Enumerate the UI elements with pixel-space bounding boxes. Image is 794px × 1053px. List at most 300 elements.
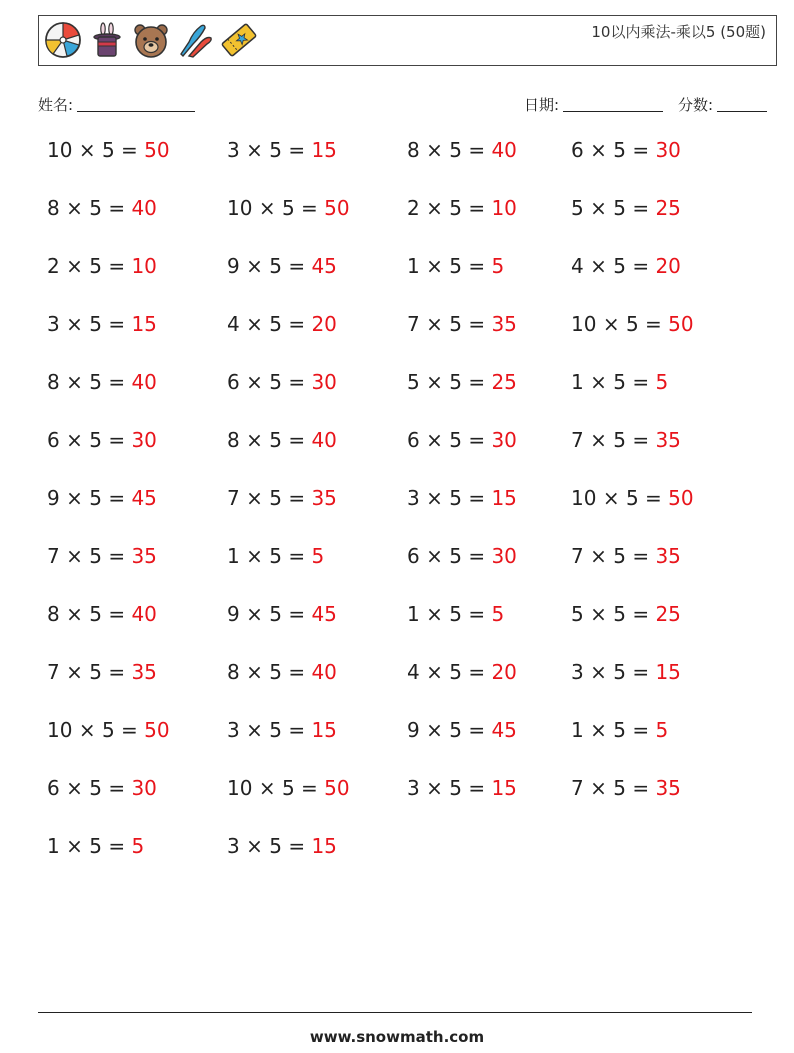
equals-sign: = xyxy=(108,834,126,858)
times-sign: × xyxy=(590,254,607,278)
problem-item xyxy=(47,486,157,510)
problem-answer: 35 xyxy=(491,312,517,336)
problem-b: 5 xyxy=(269,544,282,568)
equals-sign: = xyxy=(632,138,650,162)
problem-answer: 5 xyxy=(311,544,325,568)
problem-b: 5 xyxy=(269,602,282,626)
problem-item xyxy=(47,370,157,394)
problem-a: 6 xyxy=(47,428,60,452)
times-sign: × xyxy=(66,196,83,220)
problem-a: 7 xyxy=(571,776,584,800)
problem-item xyxy=(227,660,337,684)
equals-sign: = xyxy=(468,718,486,742)
problem-answer: 40 xyxy=(131,196,157,220)
problem-b: 5 xyxy=(613,254,626,278)
magic-hat-icon xyxy=(87,20,127,60)
times-sign: × xyxy=(602,312,620,336)
times-sign: × xyxy=(246,834,263,858)
equals-sign: = xyxy=(468,544,486,568)
equals-sign: = xyxy=(468,196,486,220)
times-sign: × xyxy=(78,718,96,742)
equals-sign: = xyxy=(288,254,306,278)
problem-item xyxy=(227,544,324,568)
equals-sign: = xyxy=(288,834,306,858)
problem-item xyxy=(407,196,517,220)
equals-sign: = xyxy=(468,660,486,684)
problem-b: 5 xyxy=(269,718,282,742)
problem-item xyxy=(407,776,517,800)
times-sign: × xyxy=(66,660,83,684)
equals-sign: = xyxy=(468,312,486,336)
equals-sign: = xyxy=(288,602,306,626)
problem-b: 5 xyxy=(101,138,115,162)
problem-item xyxy=(227,312,337,336)
equals-sign: = xyxy=(121,718,138,742)
problem-answer: 35 xyxy=(131,660,157,684)
problem-item xyxy=(47,544,157,568)
times-sign: × xyxy=(246,138,263,162)
equals-sign: = xyxy=(108,196,126,220)
problem-b: 5 xyxy=(269,486,282,510)
equals-sign: = xyxy=(301,196,318,220)
equals-sign: = xyxy=(288,718,306,742)
problem-item xyxy=(227,602,337,626)
times-sign: × xyxy=(590,544,607,568)
problem-a: 8 xyxy=(227,660,240,684)
problem-b: 5 xyxy=(89,544,102,568)
problem-item xyxy=(227,196,350,220)
equals-sign: = xyxy=(632,660,650,684)
problem-a: 3 xyxy=(227,718,240,742)
times-sign: × xyxy=(590,602,607,626)
problem-item xyxy=(47,776,157,800)
problem-b: 5 xyxy=(449,660,462,684)
problem-item xyxy=(227,138,337,162)
equals-sign: = xyxy=(108,602,126,626)
problem-b: 5 xyxy=(613,428,626,452)
problem-item xyxy=(47,196,157,220)
equals-sign: = xyxy=(288,544,306,568)
problem-answer: 5 xyxy=(491,254,505,278)
problem-item xyxy=(227,776,350,800)
problem-b: 5 xyxy=(89,254,102,278)
equals-sign: = xyxy=(288,370,306,394)
times-sign: × xyxy=(590,138,607,162)
problem-a: 6 xyxy=(407,428,420,452)
times-sign: × xyxy=(246,660,263,684)
equals-sign: = xyxy=(108,660,126,684)
problem-item xyxy=(571,138,681,162)
problem-b: 5 xyxy=(613,196,626,220)
problem-answer: 40 xyxy=(131,602,157,626)
times-sign: × xyxy=(426,776,443,800)
equals-sign: = xyxy=(632,544,650,568)
problem-a: 6 xyxy=(47,776,60,800)
problem-a: 7 xyxy=(47,660,60,684)
problem-item xyxy=(571,254,681,278)
problem-item xyxy=(47,834,144,858)
problem-b: 5 xyxy=(449,602,462,626)
equals-sign: = xyxy=(288,138,306,162)
problem-answer: 25 xyxy=(491,370,517,394)
times-sign: × xyxy=(66,428,83,452)
date-label: 日期: xyxy=(524,96,560,114)
problem-a: 1 xyxy=(407,602,420,626)
equals-sign: = xyxy=(108,486,126,510)
problem-a: 8 xyxy=(47,602,60,626)
problem-b: 5 xyxy=(613,138,626,162)
problem-item xyxy=(571,196,681,220)
problem-b: 5 xyxy=(449,254,462,278)
date-field[interactable] xyxy=(524,94,663,115)
problem-item xyxy=(47,254,157,278)
problem-answer: 5 xyxy=(131,834,145,858)
problem-item xyxy=(407,602,504,626)
footer-url: www.snowmath.com xyxy=(309,1028,485,1046)
problem-b: 5 xyxy=(281,776,295,800)
problem-item xyxy=(407,312,517,336)
equals-sign: = xyxy=(632,602,650,626)
problem-b: 5 xyxy=(625,486,639,510)
problem-answer: 10 xyxy=(131,254,157,278)
times-sign: × xyxy=(590,776,607,800)
problem-item xyxy=(571,718,668,742)
juggling-pin-icon xyxy=(175,20,215,60)
equals-sign: = xyxy=(288,486,306,510)
times-sign: × xyxy=(66,602,83,626)
problem-answer: 45 xyxy=(491,718,517,742)
equals-sign: = xyxy=(468,370,486,394)
problem-b: 5 xyxy=(269,660,282,684)
times-sign: × xyxy=(66,254,83,278)
problem-answer: 15 xyxy=(491,776,517,800)
problem-answer: 15 xyxy=(655,660,681,684)
date-blank[interactable] xyxy=(563,95,663,112)
problem-answer: 50 xyxy=(324,196,350,220)
times-sign: × xyxy=(426,196,443,220)
times-sign: × xyxy=(426,370,443,394)
problem-item xyxy=(407,544,517,568)
problem-answer: 35 xyxy=(311,486,337,510)
problem-item xyxy=(227,486,337,510)
problem-a: 9 xyxy=(227,602,240,626)
problem-a: 5 xyxy=(571,602,584,626)
problem-a: 8 xyxy=(47,196,60,220)
problem-a: 10 xyxy=(227,776,253,800)
problem-item xyxy=(47,660,157,684)
times-sign: × xyxy=(590,370,607,394)
problem-b: 5 xyxy=(449,312,462,336)
problem-item xyxy=(47,718,170,742)
worksheet-header xyxy=(38,15,777,66)
problem-answer: 40 xyxy=(131,370,157,394)
times-sign: × xyxy=(590,660,607,684)
problem-answer: 40 xyxy=(311,660,337,684)
times-sign: × xyxy=(602,486,620,510)
problem-a: 4 xyxy=(407,660,420,684)
problem-answer: 45 xyxy=(311,602,337,626)
problem-a: 7 xyxy=(571,544,584,568)
name-label: 姓名: xyxy=(38,96,74,114)
problem-a: 1 xyxy=(227,544,240,568)
problem-b: 5 xyxy=(613,718,626,742)
problem-a: 10 xyxy=(47,138,73,162)
problem-item xyxy=(227,834,337,858)
equals-sign: = xyxy=(632,370,650,394)
problem-a: 1 xyxy=(47,834,60,858)
equals-sign: = xyxy=(632,718,650,742)
score-label: 分数: xyxy=(678,96,714,114)
times-sign: × xyxy=(426,428,443,452)
problem-b: 5 xyxy=(613,370,626,394)
beach-ball-icon xyxy=(43,20,83,60)
times-sign: × xyxy=(246,254,263,278)
problem-a: 6 xyxy=(227,370,240,394)
equals-sign: = xyxy=(632,196,650,220)
problem-a: 3 xyxy=(227,138,240,162)
score-blank[interactable] xyxy=(717,95,767,112)
equals-sign: = xyxy=(121,138,138,162)
problem-answer: 15 xyxy=(131,312,157,336)
problem-a: 1 xyxy=(571,718,584,742)
equals-sign: = xyxy=(468,776,486,800)
equals-sign: = xyxy=(468,486,486,510)
problem-a: 3 xyxy=(407,486,420,510)
equals-sign: = xyxy=(632,428,650,452)
problem-b: 5 xyxy=(449,718,462,742)
problem-answer: 35 xyxy=(131,544,157,568)
problem-a: 1 xyxy=(407,254,420,278)
problem-b: 5 xyxy=(613,660,626,684)
times-sign: × xyxy=(590,196,607,220)
problem-b: 5 xyxy=(449,544,462,568)
problem-b: 5 xyxy=(449,196,462,220)
equals-sign: = xyxy=(288,660,306,684)
problem-a: 5 xyxy=(407,370,420,394)
problem-answer: 5 xyxy=(655,718,669,742)
problem-answer: 15 xyxy=(311,834,337,858)
times-sign: × xyxy=(246,718,263,742)
problem-item xyxy=(571,544,681,568)
times-sign: × xyxy=(66,834,83,858)
problem-a: 10 xyxy=(227,196,253,220)
times-sign: × xyxy=(246,602,263,626)
problem-answer: 20 xyxy=(655,254,681,278)
problem-answer: 30 xyxy=(655,138,681,162)
equals-sign: = xyxy=(108,428,126,452)
problem-a: 6 xyxy=(407,544,420,568)
equals-sign: = xyxy=(468,138,486,162)
problem-item xyxy=(571,370,668,394)
equals-sign: = xyxy=(468,602,486,626)
times-sign: × xyxy=(426,660,443,684)
problem-b: 5 xyxy=(89,370,102,394)
problem-a: 7 xyxy=(407,312,420,336)
problem-a: 2 xyxy=(407,196,420,220)
problem-item xyxy=(571,486,694,510)
problem-answer: 35 xyxy=(655,544,681,568)
problem-b: 5 xyxy=(89,660,102,684)
times-sign: × xyxy=(66,486,83,510)
problem-answer: 15 xyxy=(311,718,337,742)
problem-a: 10 xyxy=(47,718,73,742)
problem-a: 7 xyxy=(571,428,584,452)
problem-a: 9 xyxy=(47,486,60,510)
problem-item xyxy=(407,254,504,278)
times-sign: × xyxy=(258,776,276,800)
equals-sign: = xyxy=(108,370,126,394)
problem-item xyxy=(47,312,157,336)
problem-b: 5 xyxy=(269,428,282,452)
problem-item xyxy=(227,370,337,394)
problem-a: 9 xyxy=(407,718,420,742)
equals-sign: = xyxy=(645,312,662,336)
problem-b: 5 xyxy=(89,196,102,220)
problem-a: 7 xyxy=(227,486,240,510)
problem-b: 5 xyxy=(269,254,282,278)
problem-answer: 25 xyxy=(655,602,681,626)
icon-strip xyxy=(43,20,259,60)
times-sign: × xyxy=(426,602,443,626)
problem-b: 5 xyxy=(449,486,462,510)
problem-item xyxy=(407,428,517,452)
problem-answer: 30 xyxy=(131,776,157,800)
problem-a: 2 xyxy=(47,254,60,278)
problem-b: 5 xyxy=(89,428,102,452)
problem-item xyxy=(407,370,517,394)
times-sign: × xyxy=(246,486,263,510)
problem-a: 3 xyxy=(571,660,584,684)
problem-b: 5 xyxy=(449,138,462,162)
problem-item xyxy=(407,138,517,162)
times-sign: × xyxy=(258,196,276,220)
times-sign: × xyxy=(590,718,607,742)
name-field[interactable] xyxy=(38,94,195,115)
problem-a: 8 xyxy=(407,138,420,162)
problem-answer: 50 xyxy=(668,486,694,510)
equals-sign: = xyxy=(632,776,650,800)
problem-b: 5 xyxy=(269,138,282,162)
problem-b: 5 xyxy=(269,312,282,336)
worksheet-title: 10以内乘法-乘以5 (50题) xyxy=(591,23,766,41)
problem-b: 5 xyxy=(269,834,282,858)
problem-item xyxy=(571,602,681,626)
times-sign: × xyxy=(426,312,443,336)
problem-b: 5 xyxy=(89,312,102,336)
problem-item xyxy=(47,138,170,162)
problem-answer: 50 xyxy=(668,312,694,336)
times-sign: × xyxy=(590,428,607,452)
times-sign: × xyxy=(426,486,443,510)
problem-a: 4 xyxy=(571,254,584,278)
equals-sign: = xyxy=(288,312,306,336)
problem-b: 5 xyxy=(613,602,626,626)
problem-b: 5 xyxy=(101,718,115,742)
problem-b: 5 xyxy=(625,312,639,336)
problem-b: 5 xyxy=(89,776,102,800)
problem-answer: 35 xyxy=(655,428,681,452)
times-sign: × xyxy=(66,312,83,336)
times-sign: × xyxy=(66,370,83,394)
problem-answer: 35 xyxy=(655,776,681,800)
problem-answer: 40 xyxy=(491,138,517,162)
problem-a: 1 xyxy=(571,370,584,394)
times-sign: × xyxy=(246,428,263,452)
times-sign: × xyxy=(426,544,443,568)
problem-a: 9 xyxy=(227,254,240,278)
bear-icon xyxy=(131,20,171,60)
problem-a: 3 xyxy=(47,312,60,336)
problem-answer: 30 xyxy=(491,428,517,452)
equals-sign: = xyxy=(468,428,486,452)
problem-item xyxy=(227,428,337,452)
problem-a: 10 xyxy=(571,486,597,510)
times-sign: × xyxy=(246,312,263,336)
problem-item xyxy=(407,486,517,510)
equals-sign: = xyxy=(301,776,318,800)
problem-answer: 30 xyxy=(131,428,157,452)
name-blank[interactable] xyxy=(77,95,195,112)
problem-answer: 15 xyxy=(311,138,337,162)
equals-sign: = xyxy=(288,428,306,452)
problem-a: 8 xyxy=(227,428,240,452)
problem-item xyxy=(407,718,517,742)
problem-item xyxy=(407,660,517,684)
times-sign: × xyxy=(426,138,443,162)
problem-answer: 10 xyxy=(491,196,517,220)
ticket-icon xyxy=(219,20,259,60)
score-field[interactable] xyxy=(678,94,767,115)
problem-b: 5 xyxy=(449,370,462,394)
problem-b: 5 xyxy=(89,486,102,510)
problem-answer: 40 xyxy=(311,428,337,452)
problem-answer: 20 xyxy=(311,312,337,336)
problem-answer: 50 xyxy=(324,776,350,800)
problem-b: 5 xyxy=(89,834,102,858)
problem-item xyxy=(571,660,681,684)
problem-answer: 25 xyxy=(655,196,681,220)
times-sign: × xyxy=(426,254,443,278)
problem-answer: 20 xyxy=(491,660,517,684)
times-sign: × xyxy=(426,718,443,742)
equals-sign: = xyxy=(645,486,662,510)
problem-a: 7 xyxy=(47,544,60,568)
problem-item xyxy=(227,718,337,742)
problem-item xyxy=(571,428,681,452)
problem-answer: 30 xyxy=(311,370,337,394)
times-sign: × xyxy=(66,544,83,568)
problem-a: 6 xyxy=(571,138,584,162)
problem-answer: 5 xyxy=(655,370,669,394)
problem-answer: 15 xyxy=(491,486,517,510)
problem-item xyxy=(47,428,157,452)
equals-sign: = xyxy=(108,776,126,800)
problem-b: 5 xyxy=(89,602,102,626)
problem-a: 3 xyxy=(407,776,420,800)
equals-sign: = xyxy=(108,254,126,278)
equals-sign: = xyxy=(468,254,486,278)
problem-item xyxy=(571,312,694,336)
problem-answer: 50 xyxy=(144,718,170,742)
problem-answer: 45 xyxy=(311,254,337,278)
times-sign: × xyxy=(246,544,263,568)
problem-a: 8 xyxy=(47,370,60,394)
equals-sign: = xyxy=(108,544,126,568)
problem-answer: 50 xyxy=(144,138,170,162)
times-sign: × xyxy=(246,370,263,394)
problem-b: 5 xyxy=(449,776,462,800)
problem-item xyxy=(47,602,157,626)
